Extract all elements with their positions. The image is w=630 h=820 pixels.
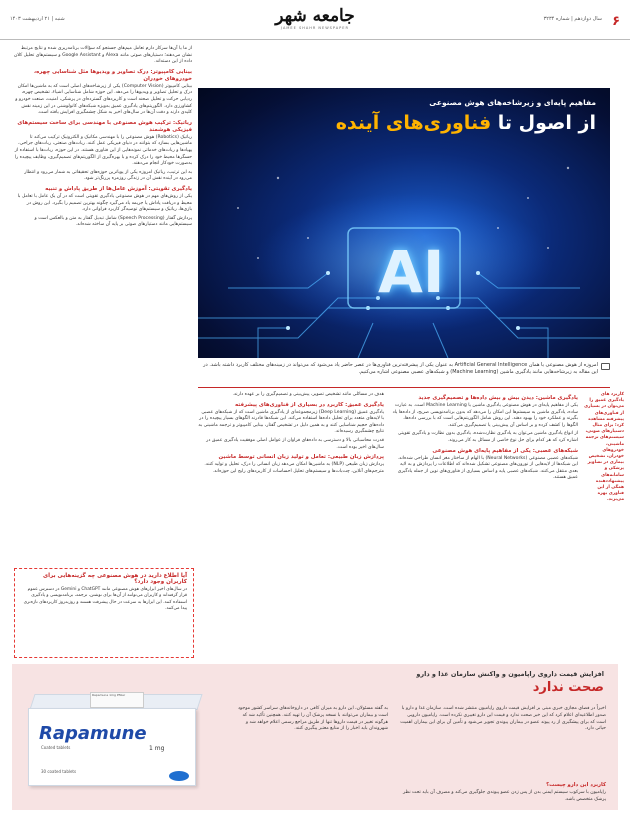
bottom-paragraph: راپامیون با سرکوب سیستم ایمنی بدن از پس زدن عضو پیوندی جلوگیری می‌کند و مصرف آن باید تحت نظر پزشک متخصص باشد. [403, 789, 606, 802]
bottom-subsection [400, 782, 606, 803]
hero-title [336, 112, 596, 134]
article-column-middle [198, 392, 384, 564]
drug-brand: Rapamune [39, 723, 147, 744]
left-heading-reinforcement: یادگیری تقویتی: آموزش عامل‌ها از طریق پاداش و تنبیه [45, 185, 192, 192]
masthead-title: جامعه شهر [275, 6, 355, 26]
drug-package-image [28, 690, 218, 802]
bottom-news-section [12, 664, 618, 810]
drug-count: 30 coated tablets [41, 769, 77, 774]
bottom-headline[interactable]: صحت ندارد [532, 680, 604, 695]
left-paragraph: یکی از روش‌های مهم در هوش مصنوعی یادگیری تقویتی است که در آن یک عامل با تعامل با محیط و دریافت پاداش یا جریمه یاد می‌گیرد چگونه بهترین تصمیم را بگیرد. این روش در بازی‌ها، رباتیک و سیستم‌های توصیه‌گر کاربرد فراوانی دارد. [17, 193, 192, 213]
masthead-subtitle: JAMEE SHAHR NEWSPAPER [281, 26, 349, 30]
article-column-right [392, 392, 578, 580]
left-column [12, 46, 192, 558]
promo-text: در سال‌های اخیر ابزارهای هوش مصنوعی مانند ChatGPT و Gemini در دسترس عموم قرار گرفته‌اند و کاربران می‌توانند از آن‌ها برای نوشتن، ترجمه، برنامه‌نویسی و یادگیری استفاده کنند. این ابزارها به سرعت در حال پیشرفت هستند و روزبه‌روز کاربردهای تازه‌تری پیدا می‌کنند. [23, 587, 187, 612]
left-paragraph: بینایی کامپیوتر (Computer Vision) یکی از زیرشاخه‌های اصلی است که به ماشین‌ها امکان درک و تحلیل تصاویر و ویدیوها را می‌دهد. این حوزه شامل شناسایی اشیاء، تشخیص چهره، ردیابی حرکت و تحلیل صحنه است و کاربردهای گسترده‌ای در پزشکی، امنیت، صنعت خودرو و کشاورزی دارد. الگوریتم‌های یادگیری عمیق به‌ویژه شبکه‌های کانولوشنی در این زمینه نقش کلیدی دارند و دقت آن‌ها در سال‌های اخیر به شکل چشمگیری افزایش یافته است. [15, 83, 192, 116]
bottom-kicker: افزایش قیمت داروی راپامیون و واکنش سازمان غذا و دارو [416, 670, 604, 678]
bottom-paragraph: به گفته مسئولان، این دارو به میزان کافی در داروخانه‌های سراسر کشور موجود است و بیماران می‌توانند با نسخه پزشک آن را تهیه کنند. همچنین تأکید شد که هرگونه تغییر در قیمت داروها تنها از طریق مراجع رسمی اعلام خواهد شد و شهروندان باید اخبار را از منابع معتبر پیگیری کنند. [237, 706, 388, 732]
hero-caption-text: امروزه از هوش مصنوعی یا همان Artificial General Intelligence به عنوان یکی از پیشرفته‌ترین فناوری‌ها در عصر حاضر یاد می‌شود که می‌تواند در زمینه‌های مختلف کاربرد داشته باشد. در این مقاله به زیرشاخه‌هایی مانند یادگیری ماشین (Machine Learning) و شبکه‌های عصبی مصنوعی اشاره می‌کنیم. [203, 362, 598, 375]
page-number: ۶ [612, 14, 620, 29]
sidebar-text: کاربرد های یادگیری عمیق را می‌توان در بسیاری از فناوری‌های پیشرفته مشاهده کرد؛ برای مثال دستیارهای صوتی، سیستم‌های ترجمه ماشینی، خودروهای خودران، تشخیص بیماری در تصاویر پزشکی و سامانه‌های پیشنهاددهنده همگی از این فناوری بهره می‌برند. [584, 392, 624, 503]
heading-neural-networks: شبکه‌های عصبی: یکی از مفاهیم پایه‌ای هوش مصنوعی [432, 447, 578, 454]
article-paragraph: از انواع یادگیری ماشین می‌توان به یادگیری نظارت‌شده، یادگیری بدون نظارت و یادگیری تقویتی اشاره کرد که هر کدام برای حل نوع خاصی از مسائل به کار می‌روند. [397, 431, 578, 443]
ai-glow-text: AI [378, 238, 445, 306]
hero-image [198, 88, 610, 358]
left-paragraph: پردازش گفتار (Speech Processing) شامل تبدیل گفتار به متن و بالعکس است و سیستم‌هایی مانند دستیارهای صوتی بر پایه آن ساخته شده‌اند. [34, 215, 192, 228]
left-heading-vision: بینایی کامپیوتر: درک تصاویر و ویدیوها مثل شناسایی چهره، خودروهای خودران [34, 68, 192, 82]
pharmacy-sticker: Rapamune 1mg Pfizer [90, 692, 144, 708]
heading-machine-learning: یادگیری ماشین: دیدن بیش و بیش داده‌ها و تصمیم‌گیری جدید [418, 395, 578, 401]
article-paragraph: پردازش زبان طبیعی (NLP) به ماشین‌ها امکان می‌دهد زبان انسانی را درک، تحلیل و تولید کنند. مترجم‌های آنلاین، چت‌بات‌ها و سیستم‌های تحلیل احساسات از کاربردهای رایج این حوزه‌اند. [204, 462, 384, 474]
masthead[interactable] [270, 6, 360, 30]
bottom-subheading: کاربرد این دارو چیست؟ [546, 782, 606, 788]
article-paragraph: یکی از مفاهیم پایه‌ای در هوش مصنوعی یادگیری ماشین یا Machine Learning است. به عبارت ساده، یادگیری ماشین به سیستم‌ها این امکان را می‌دهد که بدون برنامه‌نویسی صریح، از داده‌ها یاد بگیرند و عملکرد خود را بهبود دهند. این روش شامل الگوریتم‌هایی است که با بررسی داده‌ها، الگوها را کشف کرده و بر اساس آن پیش‌بینی یا تصمیم‌گیری می‌کنند. [392, 403, 578, 428]
manufacturer-logo-icon [169, 771, 189, 781]
article-paragraph: یادگیری عمیق (Deep Learning) زیرمجموعه‌ای از یادگیری ماشین است که از شبکه‌های عصبی با لایه‌های متعدد برای تحلیل داده‌ها استفاده می‌کند. این شبکه‌ها قادرند الگوهای بسیار پیچیده را در داده‌های حجیم شناسایی کنند و به همین دلیل در تشخیص گفتار، بینایی کامپیوتر و ترجمه ماشینی به نتایج چشمگیری رسیده‌اند. [198, 409, 384, 435]
article-paragraph: هدف در مسائلی مانند تشخیص تصویر، پیش‌بینی و تصمیم‌گیری را بر عهده دارند. [232, 392, 384, 397]
bottom-paragraph: اخیراً در فضای مجازی خبری مبنی بر افزایش قیمت داروی راپامیون منتشر شده است. سازمان غذا و دارو با صدور اطلاعیه‌ای اعلام کرد که این خبر صحت ندارد و قیمت این دارو تغییری نکرده است. راپامیون دارویی است که برای پیشگیری از رد پیوند عضو در بیماران پیوندی تجویز می‌شود و تأمین آن برای این بیماران اهمیت حیاتی دارد. [400, 706, 606, 732]
box-front-face [28, 708, 196, 786]
left-heading-robotics: رباتیک: ترکیب هوش مصنوعی با مهندسی برای ساخت سیستم‌های فیزیکی هوشمند [17, 119, 192, 133]
promo-box[interactable] [14, 568, 194, 658]
article-paragraph: قدرت محاسباتی بالا و دسترسی به داده‌های فراوان از عوامل اصلی موفقیت یادگیری عمیق در سال‌های اخیر بوده است. [206, 437, 384, 450]
drug-form: Coated tablets [41, 745, 71, 750]
hero-kicker: مفاهیم پایه‌ای و زیرشاخه‌های هوش مصنوعی [429, 98, 596, 107]
hero-title-part1: از اصول تا [491, 112, 596, 134]
page-header [0, 0, 630, 40]
left-paragraph: رباتیک (Robotics) هوش مصنوعی را با مهندسی مکانیک و الکترونیک ترکیب می‌کند تا ماشین‌هایی بسازد که بتوانند در دنیای فیزیکی عمل کنند. ربات‌های صنعتی، ربات‌های جراحی، پهپادها و ربات‌های خدماتی نمونه‌هایی از این فناوری هستند. در این حوزه، ربات‌ها با استفاده از حسگرها محیط خود را درک کرده و با بهره‌گیری از الگوریتم‌های تصمیم‌گیری، وظایف پیچیده را به‌صورت خودکار انجام می‌دهند. [14, 134, 192, 167]
camera-icon [601, 363, 610, 370]
article-paragraph: شبکه‌های عصبی مصنوعی (Neural Networks) با الهام از ساختار مغز انسان طراحی شده‌اند. این شبکه‌ها از لایه‌هایی از نورون‌های مصنوعی تشکیل شده‌اند که اطلاعات را پردازش و به لایه بعدی منتقل می‌کنند. شبکه‌های عصبی پایه و اساس بسیاری از فناوری‌های نوین از جمله یادگیری عمیق هستند. [397, 455, 578, 481]
heading-deep-learning: یادگیری عمیق: کاربرد در بسیاری از فناوری‌های پیشرفته [234, 401, 384, 408]
heading-nlp: پردازش زبان طبیعی: تعامل و تولید زبان انسانی توسط ماشین [218, 454, 384, 461]
hero-caption [198, 362, 610, 388]
hero-title-accent: فناوری‌های آینده [335, 112, 492, 134]
sidebar-note [584, 392, 624, 592]
left-intro: از ما یا آن‌ها سرکار دارم تعامل میم‌های جستجو که سؤالات برنامه‌ریزی شده و نتایج مرتبط نشان می‌دهند؛ دستیارهای صوتی مانند Alexa و Google Assistant و سیستم‌های تحلیل کلان داده از این دسته‌اند. [13, 46, 192, 65]
date-info: شنبه | ۲۱ اردیبهشت ۱۴۰۳ [10, 16, 65, 22]
issue-info: سال دوازدهم | شماره ۳۲۳۴ [543, 16, 602, 22]
promo-title: آیا اطلاع دارید در هوش مصنوعی چه گزینه‌هایی برای کاربران وجود دارد؟ [42, 573, 187, 585]
drug-strength: 1 mg [149, 745, 165, 752]
left-paragraph: به این ترتیب، رباتیک امروزه یکی از پویاترین حوزه‌های تحقیقاتی به شمار می‌رود و انتظار می‌رود در آینده نقش آن در زندگی روزمره پررنگ‌تر شود. [24, 169, 192, 182]
